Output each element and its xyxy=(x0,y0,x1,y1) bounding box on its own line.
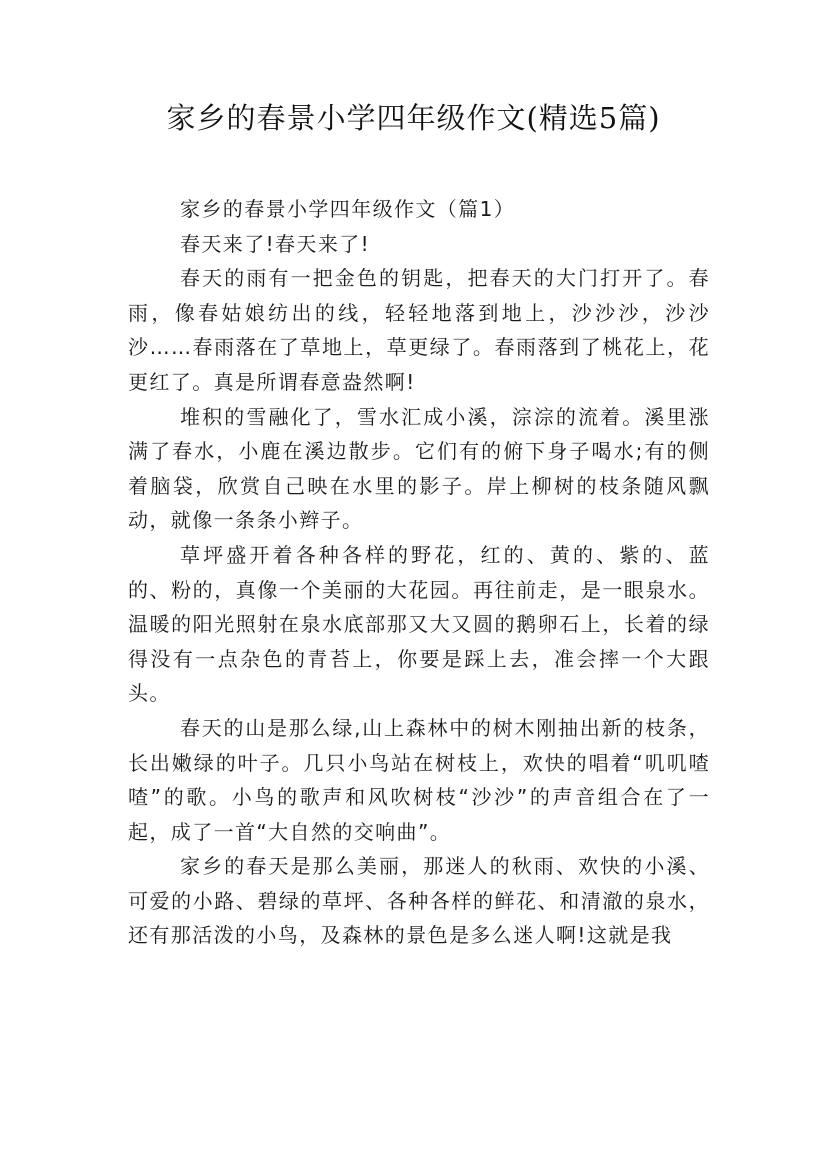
paragraph: 春天的雨有一把金色的钥匙，把春天的大门打开了。春雨，像春姑娘纺出的线，轻轻地落到地上，沙沙沙，沙沙沙……春雨落在了草地上，草更绿了。春雨落到了桃花上，花更红了。真是所谓春意盎然啊! xyxy=(128,266,710,394)
paragraph: 草坪盛开着各种各样的野花，红的、黄的、紫的、蓝的、粉的，真像一个美丽的大花园。再往前走，是一眼泉水。温暖的阳光照射在泉水底部那又大又圆的鹅卵石上，长着的绿得没有一点杂色的青苔上，你要是踩上去，准会摔一个大跟头。 xyxy=(128,542,710,706)
document-body xyxy=(128,192,710,953)
paragraph: 春天来了!春天来了! xyxy=(180,231,371,256)
paragraph: 堆积的雪融化了，雪水汇成小溪，淙淙的流着。溪里涨满了春水，小鹿在溪边散步。它们有的俯下身子喝水;有的侧着脑袋，欣赏自己映在水里的影子。岸上柳树的枝条随风飘动，就像一条条小辫子。 xyxy=(128,404,710,533)
section-heading: 家乡的春景小学四年级作文（篇1） xyxy=(180,197,516,221)
document-title: 家乡的春景小学四年级作文(精选5篇) xyxy=(166,101,661,135)
paragraph: 春天的山是那么绿,山上森林中的树木刚抽出新的枝条，长出嫩绿的叶子。几只小鸟站在树枝上，欢快的唱着“叽叽喳喳”的歌。小鸟的歌声和风吹树枝“沙沙”的声音组合在了一起，成了一首“大自然的交响曲”。 xyxy=(128,715,710,844)
paragraph: 家乡的春天是那么美丽，那迷人的秋雨、欢快的小溪、可爱的小路、碧绿的草坪、各种各样的鲜花、和清澈的泉水，还有那活泼的小鸟，及森林的景色是多么迷人啊!这就是我 xyxy=(128,854,710,948)
